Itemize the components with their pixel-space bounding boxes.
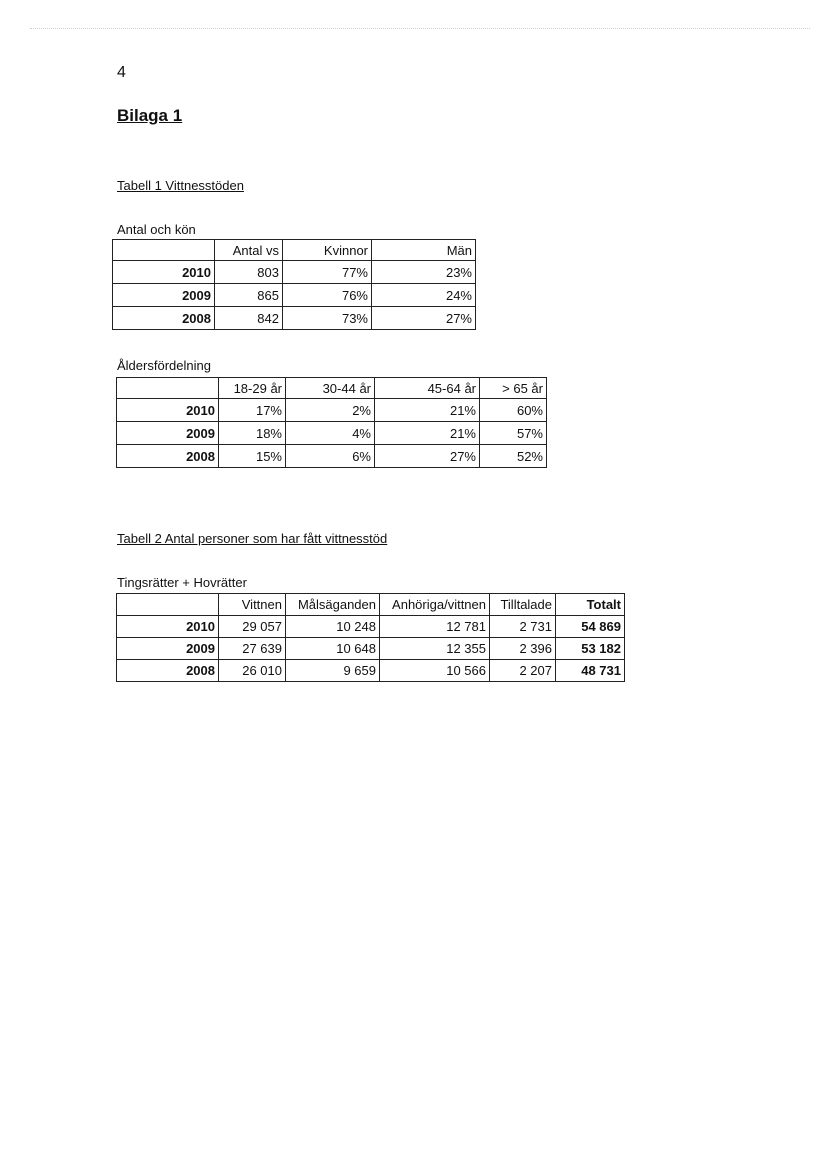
table-cell: 77% <box>283 261 372 284</box>
table-cell: 865 <box>215 284 283 307</box>
year-cell: 2010 <box>117 616 219 638</box>
table-cell: 6% <box>286 445 375 468</box>
table-cell: 10 566 <box>380 660 490 682</box>
table-cell: 73% <box>283 307 372 330</box>
table-cell: 17% <box>219 399 286 422</box>
table-cell: 24% <box>372 284 476 307</box>
year-cell: 2008 <box>117 660 219 682</box>
header-cell <box>117 594 219 616</box>
header-cell: 45-64 år <box>375 378 480 399</box>
header-cell: Anhöriga/vittnen <box>380 594 490 616</box>
year-cell: 2009 <box>117 422 219 445</box>
header-cell: Män <box>372 240 476 261</box>
table-header-row <box>113 240 476 261</box>
header-cell: Målsäganden <box>286 594 380 616</box>
year-cell: 2008 <box>117 445 219 468</box>
table1b-subcaption: Åldersfördelning <box>117 358 211 373</box>
table-row <box>113 284 476 307</box>
table-cell: 57% <box>480 422 547 445</box>
table-cell: 27 639 <box>219 638 286 660</box>
witness-support-table <box>116 593 625 682</box>
header-cell: Vittnen <box>219 594 286 616</box>
table-cell: 803 <box>215 261 283 284</box>
header-cell: 18-29 år <box>219 378 286 399</box>
table-cell: 15% <box>219 445 286 468</box>
year-cell: 2008 <box>113 307 215 330</box>
table-cell: 2 731 <box>490 616 556 638</box>
table1-caption: Tabell 1 Vittnesstöden <box>117 178 244 193</box>
table-row <box>117 638 625 660</box>
table-cell: 23% <box>372 261 476 284</box>
table2-caption: Tabell 2 Antal personer som har fått vittnesstöd <box>117 531 388 546</box>
year-cell: 2010 <box>117 399 219 422</box>
table-cell: 9 659 <box>286 660 380 682</box>
header-cell: Totalt <box>556 594 625 616</box>
header-cell: Kvinnor <box>283 240 372 261</box>
year-cell: 2009 <box>113 284 215 307</box>
year-cell: 2010 <box>113 261 215 284</box>
table-cell: 29 057 <box>219 616 286 638</box>
table1a-subcaption: Antal och kön <box>117 222 196 237</box>
table-cell: 52% <box>480 445 547 468</box>
page-number: 4 <box>117 64 126 81</box>
total-cell: 53 182 <box>556 638 625 660</box>
table-row <box>117 422 547 445</box>
table-cell: 12 355 <box>380 638 490 660</box>
year-cell: 2009 <box>117 638 219 660</box>
table-row <box>113 307 476 330</box>
table-cell: 27% <box>375 445 480 468</box>
table-cell: 21% <box>375 422 480 445</box>
table-cell: 2% <box>286 399 375 422</box>
table-cell: 76% <box>283 284 372 307</box>
table-cell: 2 207 <box>490 660 556 682</box>
header-cell: Antal vs <box>215 240 283 261</box>
gender-table <box>112 239 476 330</box>
header-cell: Tilltalade <box>490 594 556 616</box>
total-cell: 54 869 <box>556 616 625 638</box>
table-cell: 10 248 <box>286 616 380 638</box>
table-cell: 60% <box>480 399 547 422</box>
table-cell: 18% <box>219 422 286 445</box>
header-cell <box>117 378 219 399</box>
table-cell: 2 396 <box>490 638 556 660</box>
table-row <box>117 445 547 468</box>
total-cell: 48 731 <box>556 660 625 682</box>
scan-artifact-line <box>30 28 810 29</box>
table-cell: 842 <box>215 307 283 330</box>
table-cell: 21% <box>375 399 480 422</box>
header-cell: 30-44 år <box>286 378 375 399</box>
table-header-row <box>117 594 625 616</box>
table-row <box>117 616 625 638</box>
table-row <box>113 261 476 284</box>
table-cell: 4% <box>286 422 375 445</box>
page-heading: Bilaga 1 <box>117 106 183 125</box>
table2-subcaption: Tingsrätter + Hovrätter <box>117 575 247 590</box>
table-header-row <box>117 378 547 399</box>
table-cell: 27% <box>372 307 476 330</box>
table-row <box>117 660 625 682</box>
table-cell: 26 010 <box>219 660 286 682</box>
age-table <box>116 377 547 468</box>
table-row <box>117 399 547 422</box>
table-cell: 10 648 <box>286 638 380 660</box>
header-cell: > 65 år <box>480 378 547 399</box>
table-cell: 12 781 <box>380 616 490 638</box>
header-cell <box>113 240 215 261</box>
